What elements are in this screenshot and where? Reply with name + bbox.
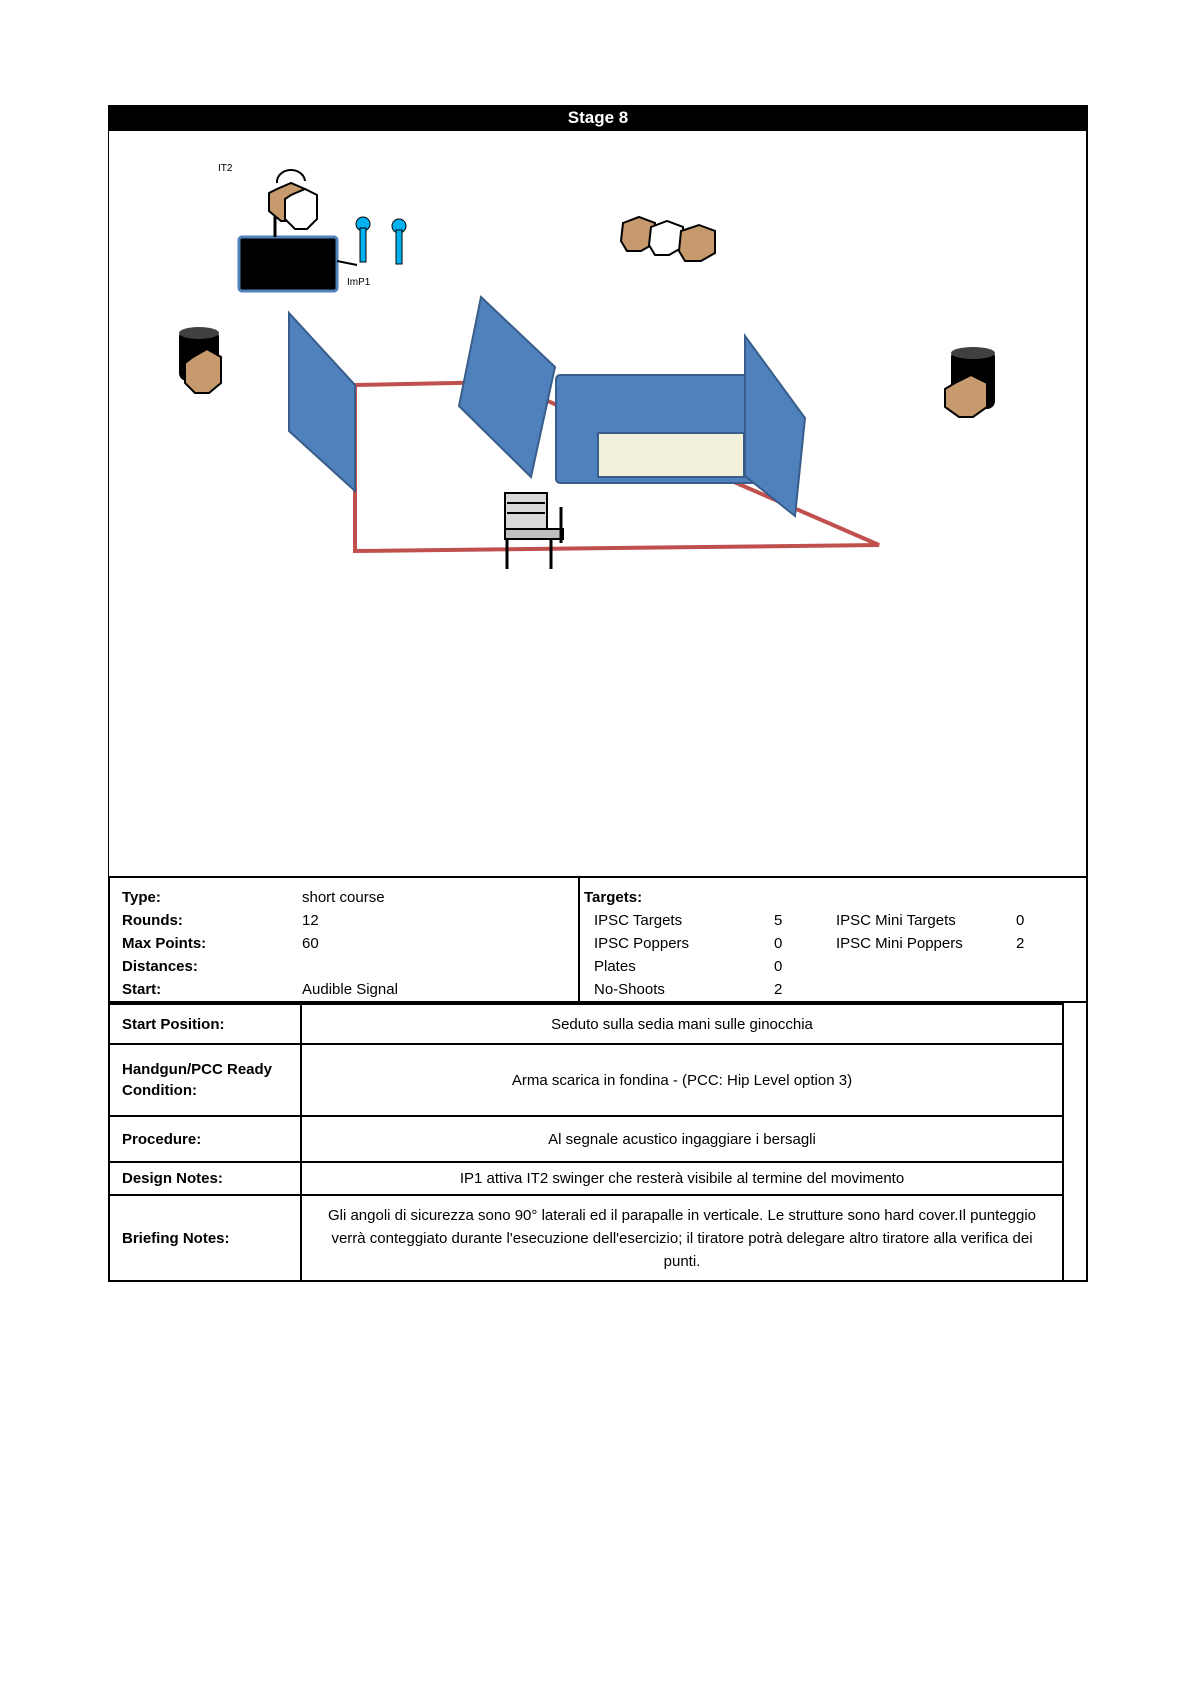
- stage-diagram-drawing: [109, 131, 1087, 876]
- mini-popper-icon: [356, 217, 370, 262]
- ready-condition-row: Handgun/PCC Ready Condition: Arma scarica in fondina - (PCC: Hip Level option 3): [109, 1044, 1063, 1116]
- start-row: Start: Audible Signal: [122, 981, 398, 998]
- briefing-notes-row: Briefing Notes: Gli angoli di sicurezza sono 90° laterali ed il parapalle in verticale. Le strutture sono hard cover.Il punteggio verrà conteggiato durante l'esecuzione dell'esercizio; il tiratore potrà delegare altro tiratore alla verifica dei punti.: [109, 1195, 1063, 1281]
- middle-wall: [459, 297, 555, 477]
- type-row: Type: short course: [122, 889, 385, 906]
- distances-row: Distances:: [122, 958, 198, 975]
- left-wall: [289, 313, 355, 491]
- targets-heading: Targets:: [584, 889, 643, 906]
- targets-row: IPSC Targets 5 IPSC Mini Targets 0: [594, 912, 1025, 929]
- targets-row: Plates 0: [594, 958, 783, 975]
- stage-sheet: [108, 105, 1088, 1282]
- targets-row: IPSC Poppers 0 IPSC Mini Poppers 2: [594, 935, 1025, 952]
- stage-details: [108, 1003, 1088, 1282]
- barrel-target-icon: [179, 327, 221, 393]
- mini-popper-icon: [392, 219, 406, 264]
- targets-row: No-Shoots 2: [594, 981, 783, 998]
- stage-info: [108, 876, 1088, 1003]
- label-imp1: ImP1: [347, 277, 371, 288]
- chair-icon: [505, 493, 563, 569]
- right-border-strip: [1064, 1003, 1088, 1282]
- barrel-target-icon: [945, 347, 995, 417]
- start-position-row: Start Position: Seduto sulla sedia mani sulle ginocchia: [109, 1004, 1063, 1044]
- stage-summary: [110, 878, 580, 1001]
- barricade-port: [598, 433, 744, 477]
- design-notes-row: Design Notes: IP1 attiva IT2 swinger che resterà visibile al termine del movimento: [109, 1162, 1063, 1195]
- label-it2: IT2: [218, 163, 233, 174]
- swinger-box: [239, 237, 337, 291]
- procedure-row: Procedure: Al segnale acustico ingaggiare i bersagli: [109, 1116, 1063, 1162]
- target-group-icon: [621, 217, 715, 261]
- details-table: [108, 1003, 1064, 1282]
- stage-title: Stage 8: [108, 105, 1088, 131]
- max-points-row: Max Points: 60: [122, 935, 319, 952]
- stage-diagram: [108, 131, 1088, 876]
- targets-summary: [580, 878, 1086, 1001]
- rounds-row: Rounds: 12: [122, 912, 319, 929]
